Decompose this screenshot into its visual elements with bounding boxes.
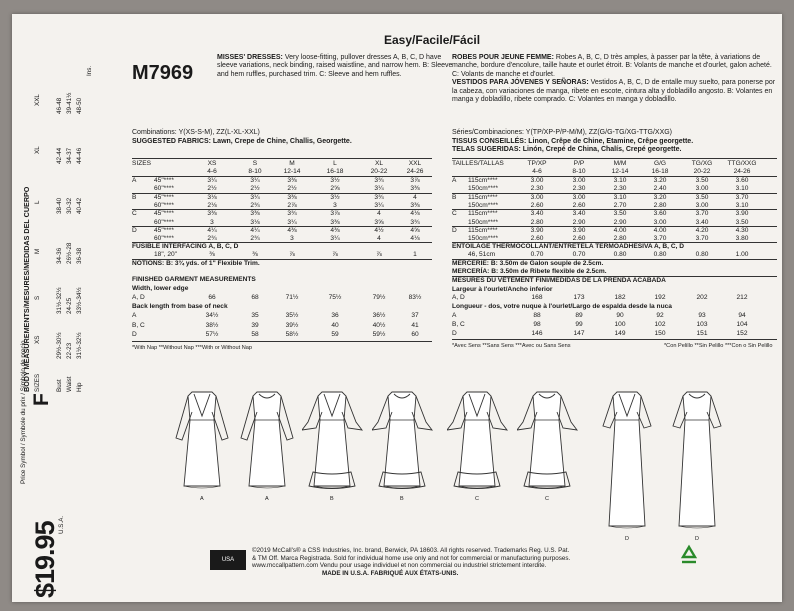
bm-waist: 30-32 — [66, 197, 73, 214]
finished-value: 89 — [575, 312, 583, 320]
yardage-value: 3⅜ — [287, 177, 297, 184]
size-range: 20-22 — [370, 168, 388, 175]
view-letter: A — [452, 177, 457, 184]
yardage-value: 4.20 — [695, 226, 709, 234]
interfacing-value: 0.70 — [572, 251, 586, 259]
bm-size: M — [34, 248, 41, 254]
body-measurements-title: BODY MEASUREMENTS/MESURES/MEDIDAS DEL CUERPO — [22, 186, 31, 392]
fabrics-en: SUGGESTED FABRICS: Lawn, Crepe de Chine, Challis, Georgette. — [132, 138, 352, 145]
fabric-width: 115cm**** — [468, 226, 498, 234]
yardage-value: 4 — [377, 235, 381, 243]
size-range: 4-6 — [207, 168, 217, 175]
finished-value: 83½ — [408, 294, 422, 302]
interfacing-value: 0.80 — [613, 251, 627, 259]
interfacing-value: 0.80 — [695, 251, 709, 259]
finished-value: 39½ — [285, 321, 299, 329]
view-letter: A — [132, 312, 137, 320]
notions-fr: MERCERIE: B: 3.50m de Galon souple de 2.5cm. — [452, 260, 604, 268]
yardage-value: 3 — [333, 201, 337, 209]
yardage-value: 2½ — [250, 185, 260, 193]
yardage-value: 3.10 — [613, 177, 627, 184]
finished-value: 79½ — [372, 294, 386, 302]
yardage-value: 2.90 — [613, 218, 627, 226]
yardage-value: 3.40 — [572, 210, 586, 218]
yardage-value: 3⅜ — [207, 210, 217, 218]
finished-value: 102 — [654, 321, 666, 329]
yardage-value: 2.30 — [530, 185, 544, 193]
finished-value: 40½ — [372, 321, 386, 329]
yardage-value: 3⅝ — [374, 218, 384, 226]
view-letter: A, D — [452, 294, 465, 302]
combinations-fr: Séries/Combinaciones: Y(TP/XP-P/P-M/M), ZZ(G/G-TG/XG-TTG/XXG) — [452, 129, 673, 136]
figure-view-label: B — [330, 496, 334, 502]
bm-waist: 24-25 — [66, 297, 73, 314]
yardage-value: 2.60 — [572, 201, 586, 209]
yardage-value: 3.90 — [572, 226, 586, 234]
size-range: 12-14 — [611, 168, 629, 175]
bm-sizes-label: SIZES — [34, 373, 41, 392]
bm-hip-label: Hip — [76, 382, 83, 392]
yardage-value: 3¼ — [374, 185, 384, 193]
interfacing-value: 0.80 — [653, 251, 667, 259]
interfacing-label: ENTOILAGE THERMOCOLLANT/ENTRETELA TERMOADHESIVA A, B, C, D — [452, 243, 685, 251]
dress-figure — [667, 386, 729, 534]
finished-value: 59 — [331, 331, 339, 339]
yardage-value: 3.80 — [735, 235, 749, 243]
finished-value: 98 — [533, 321, 541, 329]
bm-ins: Ins. — [86, 65, 93, 76]
yardage-value: 2.80 — [530, 218, 544, 226]
recycle-icon — [676, 544, 702, 570]
price-symbol-label: Price Symbol / Symbole du prix / Símbolo de precio — [20, 340, 27, 484]
size-header: XS — [207, 160, 217, 167]
finished-value: 36 — [331, 312, 339, 320]
fabric-width: 45"**** — [154, 177, 174, 184]
bm-size: S — [34, 295, 41, 300]
yardage-value: 2½ — [287, 185, 297, 193]
fabric-width: 60"**** — [154, 201, 174, 209]
yardage-value: 4¼ — [250, 226, 260, 234]
yardage-value: 3.00 — [653, 218, 667, 226]
bm-hip: 44-46 — [76, 147, 83, 164]
finished-value: 68 — [251, 294, 259, 302]
yardage-value: 2.80 — [653, 201, 667, 209]
view-letter: A — [452, 312, 457, 320]
fabric-width: 150cm**** — [468, 185, 499, 193]
yardage-value: 3.90 — [530, 226, 544, 234]
view-letter: B, C — [132, 321, 145, 329]
yardage-value: 2.40 — [653, 185, 667, 193]
yardage-value: 3.40 — [695, 218, 709, 226]
yardage-value: 2.60 — [530, 235, 544, 243]
fabric-width: 60"**** — [154, 235, 174, 243]
yardage-value: 3⅞ — [410, 177, 420, 184]
size-header: TP/XP — [527, 160, 547, 167]
finished-value: 60 — [411, 331, 419, 339]
usa-flag-logo: USA — [210, 550, 246, 570]
finished-value: 41 — [411, 321, 419, 329]
fabric-width: 150cm**** — [468, 235, 499, 243]
back-label-fr: Longueur - dos, votre nuque à l'ourlet/Largo de espalda desde la nuca — [452, 303, 672, 311]
size-header: TG/XG — [691, 160, 713, 167]
view-letter: B — [132, 193, 137, 201]
description-en: MISSES' DRESSES: Very loose-fitting, pullover dresses A, B, C, D have sleeve variations, neck binding, raised waistline, and narrow hem. B: Sleeve and hem ruffles, purchased trim. C: Sleeve and hem ruffles. — [217, 54, 453, 78]
yardage-value: 3⅜ — [410, 201, 420, 209]
finished-value: 192 — [654, 294, 666, 302]
size-range: 8-10 — [572, 168, 586, 175]
yardage-value: 3.50 — [695, 193, 709, 201]
bm-bust: 29½-30½ — [56, 332, 63, 359]
view-letter: A — [132, 177, 137, 184]
bm-bust: 46-48 — [56, 97, 63, 114]
yardage-value: 3.60 — [653, 210, 667, 218]
footnote-fr: *Avec Sens **Sans Sens ***Avec ou Sans Sens — [452, 343, 571, 350]
difficulty-label: Easy/Facile/Fácil — [384, 33, 481, 47]
rule — [452, 339, 777, 340]
yardage-value: 3.00 — [695, 201, 709, 209]
yardage-value: 3.20 — [653, 193, 667, 201]
yardage-value: 2.70 — [613, 201, 627, 209]
finished-value: 58½ — [285, 331, 299, 339]
finished-value: 100 — [614, 321, 626, 329]
yardage-value: 3½ — [330, 177, 340, 184]
figure-view-label: D — [625, 536, 629, 542]
finished-value: 93 — [698, 312, 706, 320]
yardage-value: 3 — [290, 235, 294, 243]
yardage-value: 3.90 — [735, 210, 749, 218]
yardage-value: 3.00 — [530, 193, 544, 201]
yardage-value: 3⅜ — [287, 193, 297, 201]
interfacing-value: ⅜ — [252, 251, 258, 259]
fabric-width: 115cm**** — [468, 193, 498, 201]
bm-waist: 26½-28 — [66, 242, 73, 264]
size-range: 16-18 — [651, 168, 669, 175]
finished-value: 71½ — [285, 294, 299, 302]
finished-value: 92 — [656, 312, 664, 320]
dress-figure — [517, 386, 579, 494]
rule — [452, 158, 777, 159]
yardage-value: 2½ — [207, 185, 217, 193]
size-header: XL — [374, 160, 384, 167]
yardage-value: 3¾ — [287, 210, 297, 218]
dress-figure — [597, 386, 659, 534]
footnote-en: *With Nap **Without Nap ***With or Without Nap — [132, 344, 253, 351]
bm-size: XXL — [34, 94, 41, 106]
yardage-value: 4⅛ — [410, 210, 420, 218]
yardage-value: 2¾ — [250, 201, 260, 209]
interfacing-value: ⅞ — [376, 251, 382, 259]
finished-value: 88 — [533, 312, 541, 320]
yardage-value: 3¼ — [250, 193, 260, 201]
rule — [132, 341, 432, 342]
finished-value: 90 — [616, 312, 624, 320]
finished-value: 173 — [573, 294, 585, 302]
yardage-value: 4⅝ — [410, 226, 420, 234]
size-header: XXL — [408, 160, 422, 167]
yardage-value: 2.80 — [613, 235, 627, 243]
yardage-value: 4.00 — [613, 226, 627, 234]
pattern-envelope-back — [12, 14, 782, 602]
finished-value: 147 — [573, 330, 585, 338]
price-letter: F — [30, 393, 53, 406]
bm-size: XS — [34, 335, 41, 344]
dress-figure — [237, 386, 299, 494]
yardage-value: 3.10 — [735, 201, 749, 209]
view-letter: B, C — [452, 321, 465, 329]
finished-value: 212 — [736, 294, 748, 302]
view-letter: B — [452, 193, 457, 201]
yardage-value: 3.10 — [613, 193, 627, 201]
yardage-value: 3⅛ — [207, 193, 217, 201]
yardage-value: 3.70 — [695, 210, 709, 218]
fabric-width: 45"**** — [154, 210, 174, 218]
yardage-value: 3.60 — [735, 177, 749, 184]
yardage-value: 4.00 — [653, 226, 667, 234]
fabric-width: 45"**** — [154, 193, 174, 201]
combinations-en: Combinations: Y(XS-S-M), ZZ(L-XL-XXL) — [132, 129, 260, 136]
finished-value: 38½ — [205, 321, 219, 329]
yardage-value: 4¼ — [207, 226, 217, 234]
footnote-es: *Con Pelillo **Sin Pelillo ***Con o Sin Pelillo — [664, 343, 773, 350]
finished-value: 146 — [531, 330, 543, 338]
finished-value: 104 — [736, 321, 748, 329]
fabrics-fr: TISSUS CONSEILLÉS: Linon, Crêpe de Chine, Etamine, Crêpe georgette. — [452, 138, 694, 145]
yardage-value: 3.70 — [653, 235, 667, 243]
notions-en: NOTIONS: B: 3¾ yds. of 1" Flexible Trim. — [132, 260, 260, 268]
finished-value: 182 — [614, 294, 626, 302]
yardage-value: 3⅜ — [250, 210, 260, 218]
size-header: M/M — [613, 160, 627, 167]
view-letter: A, D — [132, 294, 145, 302]
yardage-value: 3.00 — [572, 193, 586, 201]
yardage-value: 2⅛ — [207, 201, 217, 209]
bm-waist-label: Waist — [66, 376, 73, 392]
figure-view-label: A — [265, 496, 269, 502]
fabric-width: 115cm**** — [468, 210, 498, 218]
bm-hip: 33½-34½ — [76, 287, 83, 314]
yardage-value: 3¼ — [330, 235, 340, 243]
figure-view-label: A — [200, 496, 204, 502]
finished-value: 37 — [411, 312, 419, 320]
fabric-width: 60"**** — [154, 218, 174, 226]
size-range: 8-10 — [248, 168, 262, 175]
bm-bust: 34-36 — [56, 247, 63, 264]
finished-value: 152 — [736, 330, 748, 338]
yardage-value: 3⅞ — [330, 210, 340, 218]
dress-figure — [172, 386, 234, 494]
yardage-value: 4 — [377, 210, 381, 218]
dress-figure — [447, 386, 509, 494]
finished-value: 39 — [251, 321, 259, 329]
finished-value: 168 — [531, 294, 543, 302]
bm-waist: 22-23 — [66, 342, 73, 359]
finished-value: 99 — [575, 321, 583, 329]
finished-value: 103 — [696, 321, 708, 329]
yardage-value: 3.20 — [653, 177, 667, 184]
yardage-value: 2.30 — [572, 185, 586, 193]
yardage-value: 3.70 — [735, 193, 749, 201]
interfacing-value: ⅞ — [332, 251, 338, 259]
dress-figure — [302, 386, 364, 494]
size-header: G/G — [653, 160, 667, 167]
bm-size: L — [34, 200, 41, 204]
finished-value: 150 — [654, 330, 666, 338]
pattern-number: M7969 — [132, 62, 194, 84]
yardage-value: 2⅞ — [287, 201, 297, 209]
finished-value: 58 — [251, 331, 259, 339]
finished-value: 151 — [696, 330, 708, 338]
view-letter: D — [132, 226, 137, 234]
size-header: P/P — [573, 160, 585, 167]
fabrics-es: TELAS SUGERIDAS: Linón, Crepé de China, Chalís, Crepé georgette. — [452, 146, 682, 153]
size-range: 20-22 — [693, 168, 711, 175]
size-range: 24-26 — [733, 168, 751, 175]
interfacing-value: ⅜ — [209, 251, 215, 259]
yardage-value: 2⅝ — [330, 185, 340, 193]
finished-title-en: FINISHED GARMENT MEASUREMENTS — [132, 276, 256, 284]
size-header: L — [333, 160, 337, 167]
yardage-value: 3¾ — [374, 177, 384, 184]
yardage-value: 3½ — [330, 193, 340, 201]
width-label-fr: Largeur à l'ourlet/Ancho inferior — [452, 286, 553, 294]
finished-title-fr: MESURES DU VÊTEMENT FINI/MEDIDAS DE LA PRENDA ACABADA — [452, 277, 666, 285]
finished-value: 34½ — [205, 312, 219, 320]
yardage-value: 3.50 — [695, 177, 709, 184]
view-letter: C — [452, 210, 457, 218]
finished-value: 59½ — [372, 331, 386, 339]
yardage-value: 4½ — [374, 226, 384, 234]
yardage-value: 2.30 — [613, 185, 627, 193]
yardage-value: 3¼ — [287, 218, 297, 226]
size-header: TTG/XXG — [727, 160, 757, 167]
interfacing-value: 1 — [413, 251, 417, 259]
bm-waist: 34-37 — [66, 147, 73, 164]
vertical-column — [12, 14, 104, 602]
yardage-value: 3¼ — [207, 177, 217, 184]
size-range: 4-6 — [532, 168, 542, 175]
yardage-value: 3⅜ — [330, 218, 340, 226]
size-header: M — [289, 160, 295, 167]
size-range: 12-14 — [283, 168, 301, 175]
interfacing-value: 0.70 — [530, 251, 544, 259]
yardage-value: 2.60 — [530, 201, 544, 209]
yardage-value: 3⅛ — [250, 218, 260, 226]
bm-hip: 31½-32½ — [76, 332, 83, 359]
bm-hip: 36-38 — [76, 247, 83, 264]
finished-value: 94 — [738, 312, 746, 320]
interfacing-width: 46, 51cm — [468, 251, 496, 259]
view-letter: D — [132, 331, 137, 339]
finished-value: 40 — [331, 321, 339, 329]
yardage-value: 3.00 — [695, 185, 709, 193]
size-header: S — [252, 160, 258, 167]
bm-waist: 39-41½ — [66, 92, 73, 114]
sizes-label: TAILLES/TALLAS — [452, 160, 504, 167]
yardage-value: 3.00 — [572, 177, 586, 184]
fabric-width: 150cm**** — [468, 218, 499, 226]
yardage-value: 3.50 — [735, 218, 749, 226]
yardage-value: 3 — [210, 218, 214, 226]
yardage-value: 3¾ — [410, 218, 420, 226]
footer-copyright: ©2019 McCall's® a CSS Industries, Inc. brand, Berwick, PA 18603. All rights reserved. Trademarks Reg. U.S. Pat. & TM Off. Marca Registrada. Sold for individual home use only and not for commercial or manufacturing purposes. www.mccallpattern.com Vendu pour usage individuel et non commercial ou industriel strictement interdite. MADE IN U.S.A. FABRIQUÉ AUX ÉTATS-UNIS. — [252, 547, 571, 577]
bm-hip: 48-50 — [76, 97, 83, 114]
yardage-value: 3¼ — [374, 201, 384, 209]
view-letter: C — [132, 210, 137, 218]
yardage-value: 4⅜ — [287, 226, 297, 234]
price-amount: $19.95 — [30, 521, 60, 598]
finished-value: 35 — [251, 312, 259, 320]
yardage-value: 2¾ — [207, 235, 217, 243]
price-currency: U.S.A. — [58, 515, 65, 534]
yardage-value: 3¾ — [374, 193, 384, 201]
interfacing-width: 18", 20" — [154, 251, 178, 259]
bm-size: XL — [34, 146, 41, 154]
notions-es: MERCERÍA: B: 3.50m de Ribete flexible de 2.5cm. — [452, 268, 607, 276]
yardage-value: 4⅛ — [410, 235, 420, 243]
fabric-width: 115cm**** — [468, 177, 498, 184]
yardage-value: 3.10 — [735, 185, 749, 193]
fabric-width: 45"**** — [154, 226, 174, 234]
yardage-value: 3.00 — [530, 177, 544, 184]
yardage-value: 3⅜ — [410, 185, 420, 193]
bm-bust: 38-40 — [56, 197, 63, 214]
size-range: 16-18 — [326, 168, 344, 175]
dress-figure — [372, 386, 434, 494]
figure-view-label: C — [475, 496, 479, 502]
sizes-label: SIZES — [132, 160, 152, 167]
fabric-width: 150cm**** — [468, 201, 499, 209]
finished-value: 149 — [614, 330, 626, 338]
finished-value: 35½ — [285, 312, 299, 320]
view-letter: D — [452, 226, 457, 234]
yardage-value: 3.70 — [695, 235, 709, 243]
yardage-value: 4⅜ — [330, 226, 340, 234]
bm-bust: 31½-32½ — [56, 287, 63, 314]
back-label-en: Back length from base of neck — [132, 303, 228, 311]
view-letter: D — [452, 330, 457, 338]
fabric-width: 60"**** — [154, 185, 174, 193]
yardage-value: 4.30 — [735, 226, 749, 234]
yardage-value: 3.50 — [613, 210, 627, 218]
interfacing-value: ⅞ — [289, 251, 295, 259]
yardage-value: 2¾ — [250, 235, 260, 243]
width-label-en: Width, lower edge — [132, 285, 189, 293]
finished-value: 57½ — [205, 331, 219, 339]
finished-value: 36½ — [372, 312, 386, 320]
interfacing-value: 1.00 — [735, 251, 749, 259]
size-range: 24-26 — [406, 168, 424, 175]
yardage-value: 2.90 — [572, 218, 586, 226]
finished-value: 202 — [696, 294, 708, 302]
finished-value: 75½ — [328, 294, 342, 302]
interfacing-label: FUSIBLE INTERFACING A, B, C, D — [132, 243, 239, 251]
bm-bust: 42-44 — [56, 147, 63, 164]
description-fr: ROBES POUR JEUNE FEMME: Robes A, B, C, D très amples, à passer par la tête, à variations de manche, bordure d'encolure, taille haute et ourlet étroit. B: Volants de manche et d'ourlet, galon acheté. C: Volants de manche et d'ourlet. VESTIDOS PARA JÓVENES Y SEÑORAS: Vestidos A, B, C, D de entalle muy suelto, para ponerse por la cabeza, con variaciones de manga, ribete en escote, cintura alta y dobladillo angosto. B: Volantes en manga y dobladillo, ribete comprado. C: Volantes en manga y dobladillo. — [452, 54, 776, 104]
yardage-value: 3¼ — [250, 177, 260, 184]
bm-hip: 40-42 — [76, 197, 83, 214]
bm-bust-label: Bust — [56, 379, 63, 392]
yardage-value: 3.40 — [530, 210, 544, 218]
yardage-value: 4 — [413, 193, 417, 201]
figure-view-label: B — [400, 496, 404, 502]
figure-view-label: C — [545, 496, 549, 502]
figure-view-label: D — [695, 536, 699, 542]
finished-value: 66 — [208, 294, 216, 302]
rule — [132, 158, 432, 159]
yardage-value: 2.60 — [572, 235, 586, 243]
